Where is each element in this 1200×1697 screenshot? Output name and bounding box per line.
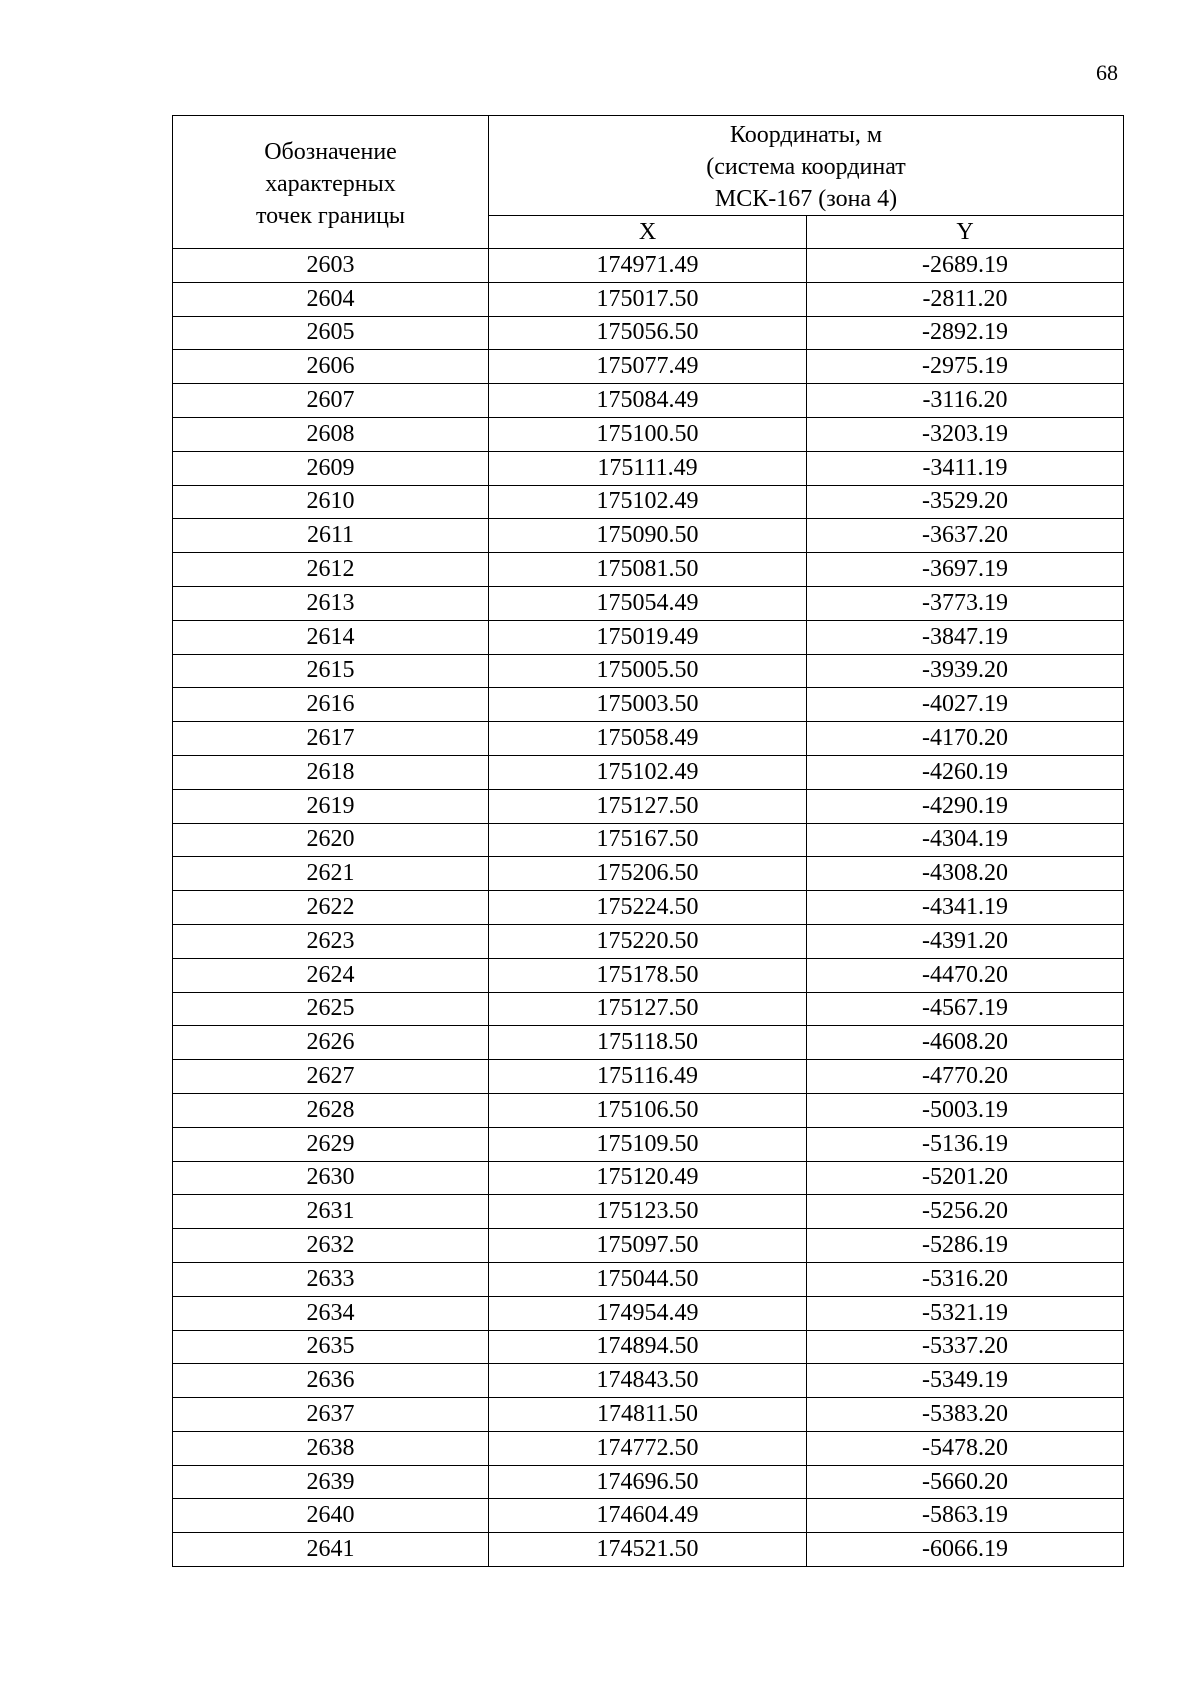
y-coordinate-cell: -4608.20 xyxy=(807,1026,1124,1060)
y-coordinate-cell: -5337.20 xyxy=(807,1330,1124,1364)
x-coordinate-cell: 175090.50 xyxy=(489,519,807,553)
point-cell: 2620 xyxy=(173,823,489,857)
x-coordinate-cell: 175102.49 xyxy=(489,755,807,789)
y-coordinate-cell: -5383.20 xyxy=(807,1398,1124,1432)
table-row xyxy=(173,384,1124,418)
table-row xyxy=(173,924,1124,958)
y-coordinate-cell: -5286.19 xyxy=(807,1229,1124,1263)
table-row xyxy=(173,1465,1124,1499)
point-cell: 2639 xyxy=(173,1465,489,1499)
point-cell: 2636 xyxy=(173,1364,489,1398)
point-cell: 2628 xyxy=(173,1093,489,1127)
y-coordinate-cell: -2811.20 xyxy=(807,282,1124,316)
y-coordinate-cell: -2975.19 xyxy=(807,350,1124,384)
table-row xyxy=(173,1431,1124,1465)
y-coordinate-cell: -3847.19 xyxy=(807,620,1124,654)
y-coordinate-cell: -3939.20 xyxy=(807,654,1124,688)
y-coordinate-cell: -3697.19 xyxy=(807,553,1124,587)
point-cell: 2627 xyxy=(173,1060,489,1094)
x-coordinate-cell: 175097.50 xyxy=(489,1229,807,1263)
table-row xyxy=(173,992,1124,1026)
y-coordinate-cell: -4770.20 xyxy=(807,1060,1124,1094)
x-coordinate-cell: 175111.49 xyxy=(489,451,807,485)
y-coordinate-cell: -5201.20 xyxy=(807,1161,1124,1195)
x-coordinate-cell: 175003.50 xyxy=(489,688,807,722)
page-number: 68 xyxy=(1096,60,1118,85)
y-coordinate-cell: -4391.20 xyxy=(807,924,1124,958)
y-coordinate-cell: -5316.20 xyxy=(807,1262,1124,1296)
point-cell: 2629 xyxy=(173,1127,489,1161)
x-column-header: X xyxy=(489,216,807,249)
y-coordinate-cell: -4260.19 xyxy=(807,755,1124,789)
x-coordinate-cell: 175084.49 xyxy=(489,384,807,418)
x-coordinate-cell: 175017.50 xyxy=(489,282,807,316)
table-row xyxy=(173,654,1124,688)
y-coordinate-cell: -5478.20 xyxy=(807,1431,1124,1465)
table-row xyxy=(173,1296,1124,1330)
point-cell: 2611 xyxy=(173,519,489,553)
point-cell: 2610 xyxy=(173,485,489,519)
x-coordinate-cell: 175005.50 xyxy=(489,654,807,688)
table-row xyxy=(173,350,1124,384)
x-coordinate-cell: 174894.50 xyxy=(489,1330,807,1364)
point-cell: 2633 xyxy=(173,1262,489,1296)
table-row xyxy=(173,249,1124,283)
y-coordinate-cell: -3529.20 xyxy=(807,485,1124,519)
table-row xyxy=(173,1026,1124,1060)
x-coordinate-cell: 175220.50 xyxy=(489,924,807,958)
coords-header-line-2: (система координат xyxy=(706,153,906,180)
table-row xyxy=(173,755,1124,789)
table-row xyxy=(173,451,1124,485)
table-row xyxy=(173,1093,1124,1127)
y-coordinate-cell: -4304.19 xyxy=(807,823,1124,857)
point-cell: 2621 xyxy=(173,857,489,891)
point-cell: 2608 xyxy=(173,417,489,451)
x-coordinate-cell: 175167.50 xyxy=(489,823,807,857)
point-header-line-2: характерных xyxy=(265,171,396,197)
table-row xyxy=(173,620,1124,654)
y-coordinate-cell: -4290.19 xyxy=(807,789,1124,823)
table-row xyxy=(173,553,1124,587)
y-coordinate-cell: -5321.19 xyxy=(807,1296,1124,1330)
x-coordinate-cell: 175081.50 xyxy=(489,553,807,587)
x-coordinate-cell: 175178.50 xyxy=(489,958,807,992)
point-cell: 2622 xyxy=(173,891,489,925)
x-coordinate-cell: 175100.50 xyxy=(489,417,807,451)
x-coordinate-cell: 175123.50 xyxy=(489,1195,807,1229)
x-coordinate-cell: 175077.49 xyxy=(489,350,807,384)
point-cell: 2625 xyxy=(173,992,489,1026)
x-coordinate-cell: 175106.50 xyxy=(489,1093,807,1127)
y-coordinate-cell: -5349.19 xyxy=(807,1364,1124,1398)
table-row xyxy=(173,1330,1124,1364)
point-header-line-1: Обозначение xyxy=(264,139,397,165)
point-cell: 2603 xyxy=(173,249,489,283)
x-coordinate-cell: 175127.50 xyxy=(489,789,807,823)
point-cell: 2605 xyxy=(173,316,489,350)
y-column-header: Y xyxy=(807,216,1124,249)
point-cell: 2641 xyxy=(173,1533,489,1567)
table-row xyxy=(173,789,1124,823)
point-designation-header xyxy=(173,116,489,249)
point-cell: 2613 xyxy=(173,586,489,620)
coordinates-header xyxy=(489,116,1124,216)
x-coordinate-cell: 175116.49 xyxy=(489,1060,807,1094)
table-row xyxy=(173,823,1124,857)
x-coordinate-cell: 174843.50 xyxy=(489,1364,807,1398)
coords-header-line-3: МСК-167 (зона 4) xyxy=(714,185,898,212)
x-coordinate-cell: 175019.49 xyxy=(489,620,807,654)
y-coordinate-cell: -3116.20 xyxy=(807,384,1124,418)
table-row xyxy=(173,316,1124,350)
x-coordinate-cell: 175054.49 xyxy=(489,586,807,620)
x-coordinate-cell: 175044.50 xyxy=(489,1262,807,1296)
y-coordinate-cell: -4567.19 xyxy=(807,992,1124,1026)
y-coordinate-cell: -5863.19 xyxy=(807,1499,1124,1533)
point-cell: 2637 xyxy=(173,1398,489,1432)
x-coordinate-cell: 174811.50 xyxy=(489,1398,807,1432)
y-coordinate-cell: -4470.20 xyxy=(807,958,1124,992)
point-cell: 2617 xyxy=(173,722,489,756)
table-row xyxy=(173,485,1124,519)
y-coordinate-cell: -2689.19 xyxy=(807,249,1124,283)
x-coordinate-cell: 175109.50 xyxy=(489,1127,807,1161)
y-coordinate-cell: -3773.19 xyxy=(807,586,1124,620)
point-cell: 2614 xyxy=(173,620,489,654)
table-row xyxy=(173,958,1124,992)
y-coordinate-cell: -3411.19 xyxy=(807,451,1124,485)
table-row xyxy=(173,1060,1124,1094)
table-body xyxy=(173,249,1124,1567)
x-coordinate-cell: 174954.49 xyxy=(489,1296,807,1330)
x-coordinate-cell: 175118.50 xyxy=(489,1026,807,1060)
point-cell: 2634 xyxy=(173,1296,489,1330)
x-coordinate-cell: 175058.49 xyxy=(489,722,807,756)
x-coordinate-cell: 175224.50 xyxy=(489,891,807,925)
point-cell: 2630 xyxy=(173,1161,489,1195)
table-row xyxy=(173,519,1124,553)
point-cell: 2616 xyxy=(173,688,489,722)
table-row xyxy=(173,586,1124,620)
y-coordinate-cell: -4308.20 xyxy=(807,857,1124,891)
point-cell: 2606 xyxy=(173,350,489,384)
x-coordinate-cell: 174696.50 xyxy=(489,1465,807,1499)
table-row xyxy=(173,1533,1124,1567)
point-cell: 2604 xyxy=(173,282,489,316)
point-cell: 2626 xyxy=(173,1026,489,1060)
table-header xyxy=(173,116,1124,249)
point-cell: 2623 xyxy=(173,924,489,958)
point-cell: 2612 xyxy=(173,553,489,587)
x-coordinate-cell: 175102.49 xyxy=(489,485,807,519)
table-row xyxy=(173,688,1124,722)
point-cell: 2624 xyxy=(173,958,489,992)
table-row xyxy=(173,1398,1124,1432)
y-coordinate-cell: -4341.19 xyxy=(807,891,1124,925)
x-coordinate-cell: 175056.50 xyxy=(489,316,807,350)
table-row xyxy=(173,282,1124,316)
x-coordinate-cell: 174521.50 xyxy=(489,1533,807,1567)
table-row xyxy=(173,1127,1124,1161)
x-coordinate-cell: 175120.49 xyxy=(489,1161,807,1195)
y-coordinate-cell: -2892.19 xyxy=(807,316,1124,350)
x-coordinate-cell: 175127.50 xyxy=(489,992,807,1026)
y-coordinate-cell: -5256.20 xyxy=(807,1195,1124,1229)
table-row xyxy=(173,1229,1124,1263)
point-cell: 2609 xyxy=(173,451,489,485)
table-row xyxy=(173,1364,1124,1398)
x-coordinate-cell: 174971.49 xyxy=(489,249,807,283)
point-header-line-3: точек границы xyxy=(255,203,406,229)
x-coordinate-cell: 174772.50 xyxy=(489,1431,807,1465)
table-row xyxy=(173,891,1124,925)
point-cell: 2640 xyxy=(173,1499,489,1533)
point-cell: 2635 xyxy=(173,1330,489,1364)
y-coordinate-cell: -5136.19 xyxy=(807,1127,1124,1161)
coordinates-table xyxy=(172,115,1124,1567)
coords-header-line-1: Координаты, м xyxy=(729,121,883,148)
table-row xyxy=(173,857,1124,891)
point-cell: 2618 xyxy=(173,755,489,789)
point-cell: 2615 xyxy=(173,654,489,688)
table-row xyxy=(173,1262,1124,1296)
table-row xyxy=(173,722,1124,756)
table-row xyxy=(173,1499,1124,1533)
y-coordinate-cell: -5003.19 xyxy=(807,1093,1124,1127)
table-row xyxy=(173,417,1124,451)
point-cell: 2607 xyxy=(173,384,489,418)
point-cell: 2638 xyxy=(173,1431,489,1465)
y-coordinate-cell: -4170.20 xyxy=(807,722,1124,756)
point-cell: 2619 xyxy=(173,789,489,823)
table-row xyxy=(173,1195,1124,1229)
point-cell: 2632 xyxy=(173,1229,489,1263)
y-coordinate-cell: -3203.19 xyxy=(807,417,1124,451)
y-coordinate-cell: -6066.19 xyxy=(807,1533,1124,1567)
y-coordinate-cell: -3637.20 xyxy=(807,519,1124,553)
table-row xyxy=(173,1161,1124,1195)
x-coordinate-cell: 174604.49 xyxy=(489,1499,807,1533)
point-cell: 2631 xyxy=(173,1195,489,1229)
y-coordinate-cell: -4027.19 xyxy=(807,688,1124,722)
x-coordinate-cell: 175206.50 xyxy=(489,857,807,891)
y-coordinate-cell: -5660.20 xyxy=(807,1465,1124,1499)
